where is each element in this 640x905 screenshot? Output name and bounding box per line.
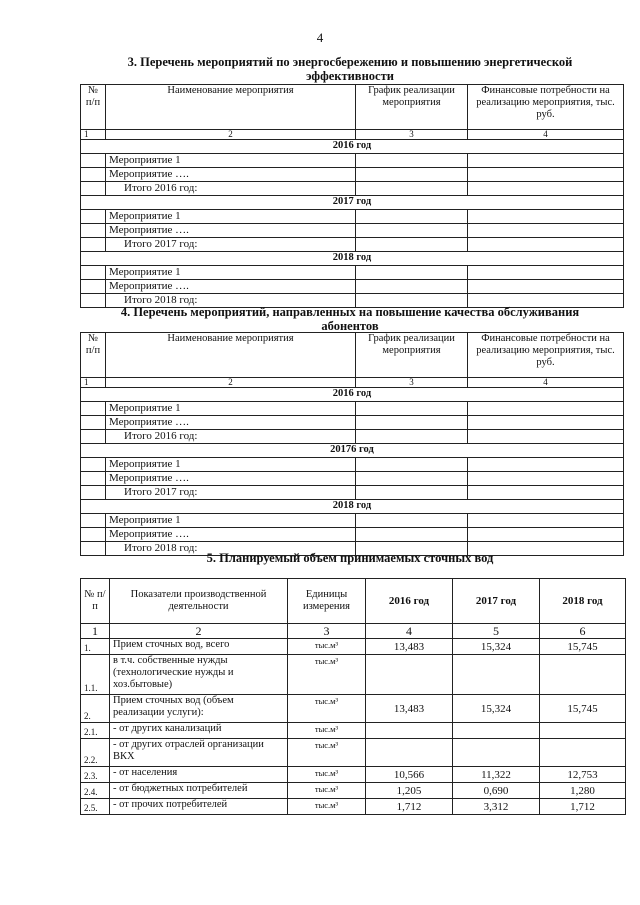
table-row: Мероприятие ….: [81, 528, 624, 542]
year-row: 20176 год: [81, 444, 624, 458]
table-row: Мероприятие 1: [81, 458, 624, 472]
total-row: Итого 2016 год:: [81, 182, 624, 196]
table-header-row: № п/п Наименование мероприятия График реализации мероприятия Финансовые потребности на реализацию мероприятия, тыс. руб.: [81, 85, 624, 130]
year-row: 2018 год: [81, 500, 624, 514]
table-row: Мероприятие ….: [81, 472, 624, 486]
section-4-title: 4. Перечень мероприятий, направленных на повышение качества обслуживания абонентов: [120, 305, 580, 333]
total-row: Итого 2018 год:: [81, 294, 624, 308]
year-row: 2016 год: [81, 140, 624, 154]
total-row: Итого 2017 год:: [81, 238, 624, 252]
table-row: 2.5. - от прочих потребителей тыс.м³ 1,712 3,312 1,712: [81, 799, 626, 815]
wastewater-volume-table: [80, 578, 626, 815]
table-row: 2.3. - от населения тыс.м³ 10,566 11,322 12,753: [81, 767, 626, 783]
page-number: 4: [316, 30, 324, 45]
table-row: 2.4. - от бюджетных потребителей тыс.м³ 1,205 0,690 1,280: [81, 783, 626, 799]
table-row: Мероприятие ….: [81, 416, 624, 430]
column-number-row: 1 2 3 4: [81, 130, 624, 140]
section-3-title: 3. Перечень мероприятий по энергосбережению и повышению энергетической эффективности: [127, 55, 573, 83]
table-row: Мероприятие 1: [81, 266, 624, 280]
energy-saving-table: [80, 84, 624, 308]
column-number-row: 1 2 3 4: [81, 378, 624, 388]
table-row: Мероприятие 1: [81, 514, 624, 528]
table-row: 1. Прием сточных вод, всего тыс.м³ 13,483 15,324 15,745: [81, 639, 626, 655]
year-row: 2018 год: [81, 252, 624, 266]
table-row: 1.1. в т.ч. собственные нужды (технологические нужды и хоз.бытовые) тыс.м³: [81, 655, 626, 695]
table-row: 2.2. - от других отраслей организации ВКХ тыс.м³: [81, 739, 626, 767]
table-row: Мероприятие ….: [81, 224, 624, 238]
table-header-row: № п/п Наименование мероприятия График реализации мероприятия Финансовые потребности на реализацию мероприятия, тыс. руб.: [81, 333, 624, 378]
table-row: 2. Прием сточных вод (объем реализации услуги): тыс.м³ 13,483 15,324 15,745: [81, 695, 626, 723]
section-5-title: 5. Планируемый объем принимаемых сточных вод: [206, 551, 494, 565]
table-row: Мероприятие ….: [81, 280, 624, 294]
column-number-row: 1 2 3 4 5 6: [81, 624, 626, 639]
table-row: Мероприятие 1: [81, 402, 624, 416]
total-row: Итого 2016 год:: [81, 430, 624, 444]
total-row: Итого 2018 год:: [81, 542, 624, 556]
table-row: 2.1. - от других канализаций тыс.м³: [81, 723, 626, 739]
service-quality-table: [80, 332, 624, 556]
year-row: 2016 год: [81, 388, 624, 402]
table-row: Мероприятие 1: [81, 154, 624, 168]
year-row: 2017 год: [81, 196, 624, 210]
table-header-row: № п/п Показатели производственной деятельности Единицы измерения 2016 год 2017 год 2018 год: [81, 579, 626, 624]
total-row: Итого 2017 год:: [81, 486, 624, 500]
table-row: Мероприятие 1: [81, 210, 624, 224]
table-row: Мероприятие ….: [81, 168, 624, 182]
